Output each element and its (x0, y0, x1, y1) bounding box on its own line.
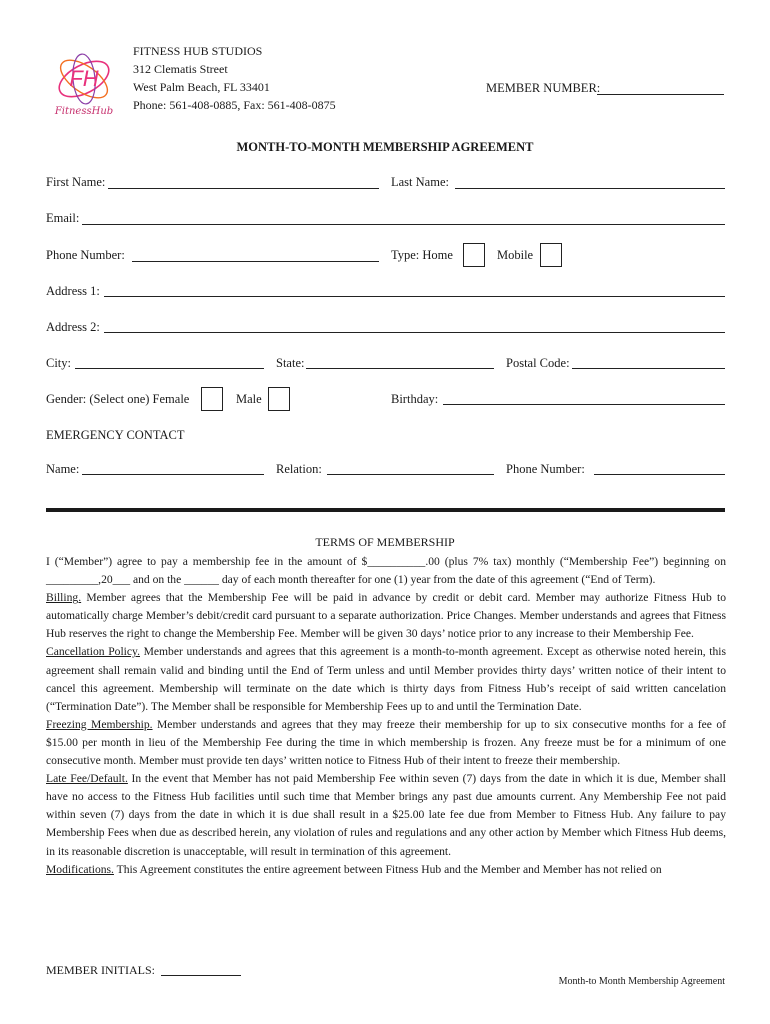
emergency-relation-field[interactable] (327, 474, 494, 475)
billing-title: Billing. (46, 591, 82, 605)
email-field[interactable] (82, 224, 725, 225)
modifications-text: This Agreement constitutes the entire agreement between Fitness Hub and the Member and Member has not relied on (113, 862, 662, 876)
cancellation-title: Cancellation Policy. (46, 645, 140, 659)
studio-address-block (133, 42, 336, 114)
emergency-name-label: Name: (46, 462, 80, 476)
emergency-phone-field[interactable] (594, 474, 725, 475)
studio-name: FITNESS HUB STUDIOS (133, 44, 263, 58)
address2-label: Address 2: (46, 320, 100, 334)
footer-document-title: Month-to Month Membership Agreement (558, 976, 725, 987)
modifications-title: Modifications. (46, 862, 114, 876)
birthday-field[interactable] (443, 404, 725, 405)
logo-script: FitnessHub (54, 106, 114, 117)
address1-field[interactable] (104, 296, 725, 297)
freezing-text: Member understands and agrees that they may freeze their membership for up to six consecutive months for a fee of $15.00 per month in lieu of the Membership Fee during the time in which membership is frozen. Any freeze must be for a minimum of one consecutive month. Member must provide ten days’ written notice to Fitness Hub of their intent to freeze their membership. (46, 717, 726, 768)
terms-billing (46, 589, 726, 643)
terms-modifications (46, 861, 726, 879)
cancellation-text: Member understands and agrees that this agreement is a month-to-month agreement. Except as otherwise noted herein, this agreement shall remain valid and binding until the End of Term unless and until Member provides thirty days’ written notice of their intent to cancel this agreement. Membership will terminate on the date which is thirty days from Fitness Hub’s receipt of said written cancelation (“Termination Date”). The Member shall be responsible for Membership Fees up to and until the Termination Date. (46, 645, 727, 713)
terms-heading: TERMS OF MEMBERSHIP (315, 535, 455, 549)
emergency-name-field[interactable] (82, 474, 264, 475)
birthday-label: Birthday: (391, 392, 439, 406)
studio-street: 312 Clematis Street (133, 62, 228, 76)
terms-freezing (46, 716, 726, 770)
emergency-relation-label: Relation: (276, 462, 322, 476)
studio-city: West Palm Beach, FL 33401 (133, 80, 270, 94)
mobile-checkbox[interactable] (540, 243, 562, 267)
male-label: Male (236, 392, 262, 406)
logo-graphic (48, 44, 120, 120)
email-label: Email: (46, 211, 80, 225)
member-initials-label: MEMBER INITIALS: (46, 963, 155, 977)
member-number-field[interactable] (597, 94, 724, 95)
last-name-label: Last Name: (391, 175, 449, 189)
type-home-label: Type: Home (391, 248, 453, 262)
studio-phone: Phone: 561-408-0885, Fax: 561-408-0875 (133, 98, 336, 112)
first-name-field[interactable] (108, 188, 379, 189)
late-fee-title: Late Fee/Default. (46, 772, 128, 786)
member-number-label: MEMBER NUMBER: (486, 81, 601, 95)
agreement-title: MONTH-TO-MONTH MEMBERSHIP AGREEMENT (236, 140, 534, 154)
female-checkbox[interactable] (201, 387, 223, 411)
male-checkbox[interactable] (268, 387, 290, 411)
state-field[interactable] (306, 368, 494, 369)
last-name-field[interactable] (455, 188, 725, 189)
billing-text: Member agrees that the Membership Fee will be paid in advance by credit or debit card. Member may authorize Fitness Hub to automatically charge Member’s debit/credit card pursuant to a separate authorization. Price Changes. Member understands and agrees that Fitness Hub reserves the right to change the Membership Fee. Member will be given 30 days’ notice prior to any increase to their Membership Fee. (46, 591, 726, 641)
phone-label: Phone Number: (46, 248, 125, 262)
address2-field[interactable] (104, 332, 725, 333)
member-initials-field[interactable] (161, 975, 241, 976)
terms-body (46, 553, 726, 879)
logo-monogram: FH (69, 66, 99, 91)
section-divider (46, 508, 725, 512)
terms-cancellation (46, 643, 726, 715)
address1-label: Address 1: (46, 284, 100, 298)
state-label: State: (276, 356, 305, 370)
late-fee-text: In the event that Member has not paid Membership Fee within seven (7) days from the date in which it is due, Member shall have no access to the Fitness Hub facilities until such time that Member brings any past due amounts current. Any Membership Fee not paid within seven (7) days from the date in which it is due shall result in a $25.00 late fee due from Member to Fitness Hub. Any failure to pay Membership Fees when due as described herein, any violation of rules and regulations and any other action by Member which Fitness Hub deems, in its reasonable discretion is unacceptable, will result in termination of this agreement. (46, 772, 726, 858)
mobile-label: Mobile (497, 248, 534, 262)
terms-intro: I (“Member”) agree to pay a membership fee in the amount of $__________.00 (plus 7% tax) monthly (“Membership Fee”) beginning on _________,20___ and on the ______ day of each month thereafter for one (1) year from the date of this agreement (“End of Term). (46, 555, 726, 587)
postal-code-field[interactable] (572, 368, 725, 369)
emergency-phone-label: Phone Number: (506, 462, 585, 476)
emergency-contact-heading: EMERGENCY CONTACT (46, 428, 185, 442)
first-name-label: First Name: (46, 175, 106, 189)
fitness-hub-logo (48, 44, 120, 120)
home-checkbox[interactable] (463, 243, 485, 267)
phone-field[interactable] (132, 261, 379, 262)
gender-female-label: Gender: (Select one) Female (46, 392, 190, 406)
postal-code-label: Postal Code: (506, 356, 570, 370)
freezing-title: Freezing Membership. (46, 717, 153, 731)
city-field[interactable] (75, 368, 264, 369)
terms-late-fee (46, 770, 726, 860)
city-label: City: (46, 356, 72, 370)
